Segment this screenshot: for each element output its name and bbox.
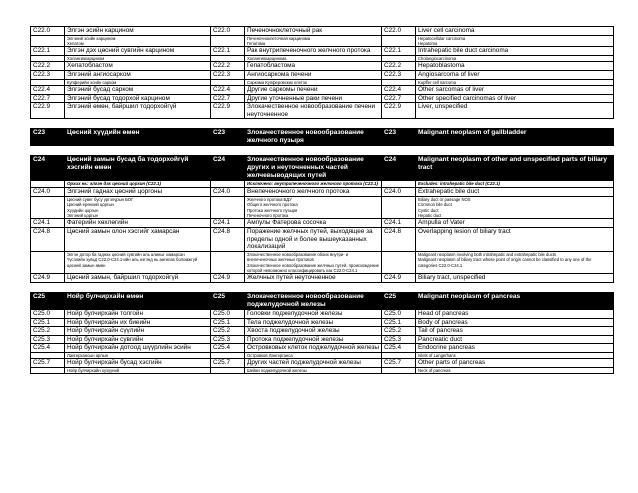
subterm-row [31, 196, 614, 219]
code-en-cell: C25.1 [382, 318, 416, 327]
code-ru-cell: C25.4 [211, 344, 245, 353]
code-en-cell: C25.0 [382, 309, 416, 318]
label-mn-cell: Элгэний эсийн карцином Хепатом [65, 35, 211, 47]
code-ru-cell: C22.7 [211, 94, 245, 103]
code-ru-cell: C25.1 [211, 318, 245, 327]
code-ru-cell: C25.3 [211, 335, 245, 344]
label-mn-cell: Элгэний бусад сарком [65, 86, 211, 95]
label-ru-cell: Головки поджелудочной железы [245, 309, 382, 318]
label-mn-cell: Хепатобластом [65, 62, 211, 71]
code-en-cell: C22.7 [382, 94, 416, 103]
code-en-cell: C25 [382, 292, 416, 309]
label-ru-cell: Протока поджелудочной железы [245, 335, 382, 344]
label-en-cell: Other sarcomas of liver [416, 86, 614, 95]
code-ru-cell: C25.7 [211, 359, 245, 368]
code-mn-cell: C25 [31, 292, 65, 309]
spacer-row [31, 146, 614, 156]
label-en-cell: Malignant neoplasm of gallbladder [416, 129, 614, 146]
code-ru-cell: C22.4 [211, 86, 245, 95]
label-en-cell: Pancreatic duct [416, 335, 614, 344]
code-mn-cell: C25.0 [31, 309, 65, 318]
label-ru-cell: Гепатобластома [245, 62, 382, 71]
code-row [31, 27, 614, 36]
label-ru-cell: Другие уточненные раки печени [245, 94, 382, 103]
code-en-cell: C24.8 [382, 227, 416, 251]
code-en-cell: C22.2 [382, 62, 416, 71]
code-ru-cell [211, 196, 245, 219]
code-en-cell: C23 [382, 129, 416, 146]
icd-code-table [30, 26, 614, 374]
code-row [31, 62, 614, 71]
label-ru-cell: Другие саркомы печени [245, 86, 382, 95]
code-row [31, 318, 614, 327]
label-ru-cell: Тела поджелудочной железы [245, 318, 382, 327]
label-en-cell: Liver, unspecified [416, 103, 614, 119]
label-ru-cell: Островков Лангерганса [245, 352, 382, 358]
code-row [31, 335, 614, 344]
code-ru-cell: C25.0 [211, 309, 245, 318]
code-row [31, 71, 614, 80]
label-en-cell: Endocrine pancreas [416, 344, 614, 353]
label-en-cell: Head of pancreas [416, 309, 614, 318]
label-en-cell: Islets of Langerhans [416, 352, 614, 358]
code-ru-cell: C25 [211, 292, 245, 309]
label-mn-cell: Нойр булчирхайн хүзүүний [65, 367, 211, 373]
code-mn-cell: C25.3 [31, 335, 65, 344]
label-mn-cell: Элгэний өмөн, байршил тодорхойгүй [65, 103, 211, 119]
label-mn-cell: Фатерийн хөхлөгийн [65, 219, 211, 228]
code-en-cell: C24 [382, 156, 416, 181]
label-mn-cell: Купферийн эсийн сарком [65, 79, 211, 85]
code-en-cell [382, 367, 416, 373]
label-ru-cell: Желчных путей неуточненное [245, 274, 382, 283]
code-en-cell [382, 251, 416, 274]
code-mn-cell: C24 [31, 156, 65, 181]
code-en-cell: C25.3 [382, 335, 416, 344]
code-en-cell: C25.4 [382, 344, 416, 353]
code-row [31, 47, 614, 56]
code-ru-cell: C24.9 [211, 274, 245, 283]
label-ru-cell: Шейки поджелудочной железы [245, 367, 382, 373]
label-ru-cell: Хвоста поджелудочной железы [245, 327, 382, 336]
code-mn-cell [31, 35, 65, 47]
label-mn-cell: Нойр булчирхайн бусад хэсгийн [65, 359, 211, 368]
label-mn-cell: Цөсний хүүдийн өмөн [65, 129, 211, 146]
label-mn-cell: Элгэний бусад тодорхой карцином [65, 94, 211, 103]
code-ru-cell: C24.1 [211, 219, 245, 228]
code-row [31, 86, 614, 95]
spacer-row [31, 282, 614, 292]
code-mn-cell: C22.4 [31, 86, 65, 95]
code-ru-cell: C24.0 [211, 188, 245, 197]
label-ru-cell: Островковых клеток поджелудочной железы [245, 344, 382, 353]
code-mn-cell: C23 [31, 129, 65, 146]
subterm-row [31, 251, 614, 274]
label-ru-cell: Злокачественное новообразование печени неуточненное [245, 103, 382, 119]
code-ru-cell [211, 251, 245, 274]
code-row [31, 94, 614, 103]
code-row [31, 219, 614, 228]
label-en-cell: Malignant neoplasm involving both intrahepatic and extrahepatic bile ducts Malignant neoplasm of biliary tract whose point of origin cannot be classified to any one of the categories C22.0-C24.1 [416, 251, 614, 274]
code-ru-cell: C22.9 [211, 103, 245, 119]
subterm-row [31, 35, 614, 47]
code-mn-cell: C24.9 [31, 274, 65, 283]
label-en-cell: Malignant neoplasm of pancreas [416, 292, 614, 309]
label-en-cell: Body of pancreas [416, 318, 614, 327]
label-mn-cell: Цөсний замын бусад ба тодорхойгүй хэсгийн өмөн [65, 156, 211, 181]
code-row [31, 103, 614, 119]
label-ru-cell: Печеночноклеточная карцинома Гепатома [245, 35, 382, 47]
code-ru-cell: C22.0 [211, 27, 245, 36]
label-mn-cell: Нойр булчирхайн өмөн [65, 292, 211, 309]
code-mn-cell: C24.0 [31, 188, 65, 197]
code-ru-cell [211, 181, 245, 188]
code-en-cell: C24.9 [382, 274, 416, 283]
code-ru-cell: C25.2 [211, 327, 245, 336]
label-ru-cell: Ангиосаркома печени [245, 71, 382, 80]
code-mn-cell: C25.2 [31, 327, 65, 336]
label-en-cell: Biliary tract, unspecified [416, 274, 614, 283]
label-mn-cell: Цөсний замын, байршил тодорхойгүй [65, 274, 211, 283]
code-en-cell: C22.3 [382, 71, 416, 80]
label-mn-cell: Нойр булчирхайн сувгийн [65, 335, 211, 344]
subterm-row [31, 367, 614, 373]
code-row [31, 188, 614, 197]
spacer-cell [31, 119, 614, 129]
code-ru-cell [211, 367, 245, 373]
code-mn-cell [31, 196, 65, 219]
label-ru-cell: Ампулы Фатерова сосочка [245, 219, 382, 228]
code-mn-cell: C25.1 [31, 318, 65, 327]
code-en-cell: C22.0 [382, 27, 416, 36]
spacer-row [31, 119, 614, 129]
label-en-cell: Excludes: intrahepatic bile duct (C22.1) [416, 181, 614, 188]
label-mn-cell: Нойр булчирхайн дотоод шүүрлийн эсийн [65, 344, 211, 353]
label-mn-cell: Элгэний ангиосарком [65, 71, 211, 80]
code-mn-cell: C22.0 [31, 27, 65, 36]
label-mn-cell: Нойр булчирхайн сүүлийн [65, 327, 211, 336]
label-ru-cell: Других частей поджелудочной железы [245, 359, 382, 368]
code-row [31, 309, 614, 318]
label-en-cell: Hepatoblastoma [416, 62, 614, 71]
code-row [31, 344, 614, 353]
spacer-cell [31, 282, 614, 292]
label-en-cell: Other specified carcinomas of liver [416, 94, 614, 103]
code-ru-cell: C24 [211, 156, 245, 181]
label-mn-cell: Элгэн дэх цөсний сувгийн карцином [65, 47, 211, 56]
spacer-cell [31, 146, 614, 156]
code-en-cell [382, 181, 416, 188]
code-mn-cell: C22.1 [31, 47, 65, 56]
label-en-cell: Other parts of pancreas [416, 359, 614, 368]
code-ru-cell [211, 35, 245, 47]
label-ru-cell: Злокачественное новообразование желчного пузыря [245, 129, 382, 146]
code-en-cell: C25.2 [382, 327, 416, 336]
label-en-cell: Hepatocellular carcinoma Hepatoma [416, 35, 614, 47]
label-en-cell: Biliary duct or passage NOS Common bile duct Cystic duct Hepatic duct [416, 196, 614, 219]
code-en-cell [382, 35, 416, 47]
code-mn-cell: C24.8 [31, 227, 65, 251]
code-en-cell: C22.4 [382, 86, 416, 95]
code-en-cell [382, 196, 416, 219]
code-row [31, 227, 614, 251]
label-mn-cell: Нойр булчирхайн толгойн [65, 309, 211, 318]
label-en-cell: Malignant neoplasm of other and unspecified parts of biliary tract [416, 156, 614, 181]
code-mn-cell: C25.4 [31, 344, 65, 353]
label-mn-cell: Нойр булчирхайн их биеийн [65, 318, 211, 327]
category-header-row [31, 129, 614, 146]
label-en-cell: Overlapping lesion of biliary tract [416, 227, 614, 251]
code-ru-cell: C22.1 [211, 47, 245, 56]
category-header-row [31, 156, 614, 181]
icd-code-table-container [30, 26, 613, 374]
code-ru-cell: C22.2 [211, 62, 245, 71]
label-ru-cell: Холангиокарцинома [245, 56, 382, 62]
label-ru-cell: Печеночноклеточный рак [245, 27, 382, 36]
code-row [31, 327, 614, 336]
label-mn-cell: Цөсний сувег бусу үргэлүрын БОГ Цөсний ерөнхий цоргын Хүүдийн цоргын Элгэний цоргын [65, 196, 211, 219]
label-mn-cell: Орхих нь: элгэн дэх цөсний цорхин (C22.1) [65, 181, 211, 188]
code-ru-cell: C22.3 [211, 71, 245, 80]
code-mn-cell: C22.3 [31, 71, 65, 80]
label-en-cell: Ampulla of Vater [416, 219, 614, 228]
label-en-cell: Extrahepatic bile duct [416, 188, 614, 197]
code-en-cell: C22.9 [382, 103, 416, 119]
label-ru-cell: Злокачественное новообразование поджелудочной железы [245, 292, 382, 309]
code-en-cell: C24.1 [382, 219, 416, 228]
code-row [31, 359, 614, 368]
code-en-cell: C22.1 [382, 47, 416, 56]
label-ru-cell: Рак внутрипеченочного желчного протока [245, 47, 382, 56]
code-en-cell: C24.0 [382, 188, 416, 197]
code-mn-cell [31, 251, 65, 274]
label-ru-cell: Внепеченочного желчного протока [245, 188, 382, 197]
label-en-cell: Angiosarcoma of liver [416, 71, 614, 80]
label-ru-cell: Саркома Купферовских клеток [245, 79, 382, 85]
code-mn-cell [31, 367, 65, 373]
code-row [31, 274, 614, 283]
label-en-cell: Kupffer cell sarcoma [416, 79, 614, 85]
label-ru-cell: Злокачественное новообразование других и неуточненных частей желчевыводящих путей [245, 156, 382, 181]
code-mn-cell: C25.7 [31, 359, 65, 368]
label-mn-cell: Цөсний замын олон хэсгийг хамарсан [65, 227, 211, 251]
label-en-cell: Intrahepatic bile duct carcinoma [416, 47, 614, 56]
label-mn-cell: Холангиокарцином [65, 56, 211, 62]
code-mn-cell [31, 181, 65, 188]
code-ru-cell: C24.8 [211, 227, 245, 251]
excludes-row [31, 181, 614, 188]
label-mn-cell: Элгэний гаднах цөсний цоргоны [65, 188, 211, 197]
label-ru-cell: Исключено: внутрипеченочного желчного протока (C22.1) [245, 181, 382, 188]
label-en-cell: Cholangiocarcinoma [416, 56, 614, 62]
label-mn-cell: Элгэн эсийн карцином [65, 27, 211, 36]
code-mn-cell: C22.2 [31, 62, 65, 71]
code-en-cell: C25.7 [382, 359, 416, 368]
label-mn-cell: Лангерхансын арлын [65, 352, 211, 358]
label-en-cell: Neck of pancreas [416, 367, 614, 373]
code-mn-cell: C24.1 [31, 219, 65, 228]
label-en-cell: Liver cell carcinoma [416, 27, 614, 36]
label-ru-cell: Поражение желчных путей, выходящее за пределы одной и более вышеуказанных локализаций [245, 227, 382, 251]
code-ru-cell: C23 [211, 129, 245, 146]
category-header-row [31, 292, 614, 309]
label-mn-cell: Элгэн дотор ба гаднах цөсний сувгийн аль алиныг хамарсан Үүсэлийн хувьд C22.0-C24.1-ийн аль нэгэнд нь ангилах боломжгүй цөсний замын өмөн [65, 251, 211, 274]
label-ru-cell: Злокачественное новообразование обоих внутри- и внепеченочных желчных протоков Злокачественное новообразование желчных путей, происхождение которой невозможно классифицировать как C22.0-C24.1 [245, 251, 382, 274]
code-mn-cell: C22.9 [31, 103, 65, 119]
label-ru-cell: Желчного протока БДУ Общего желчного протока Протока желчного пузыря Печеночного протока [245, 196, 382, 219]
code-mn-cell: C22.7 [31, 94, 65, 103]
icd-table-body [31, 27, 614, 374]
label-en-cell: Tail of pancreas [416, 327, 614, 336]
